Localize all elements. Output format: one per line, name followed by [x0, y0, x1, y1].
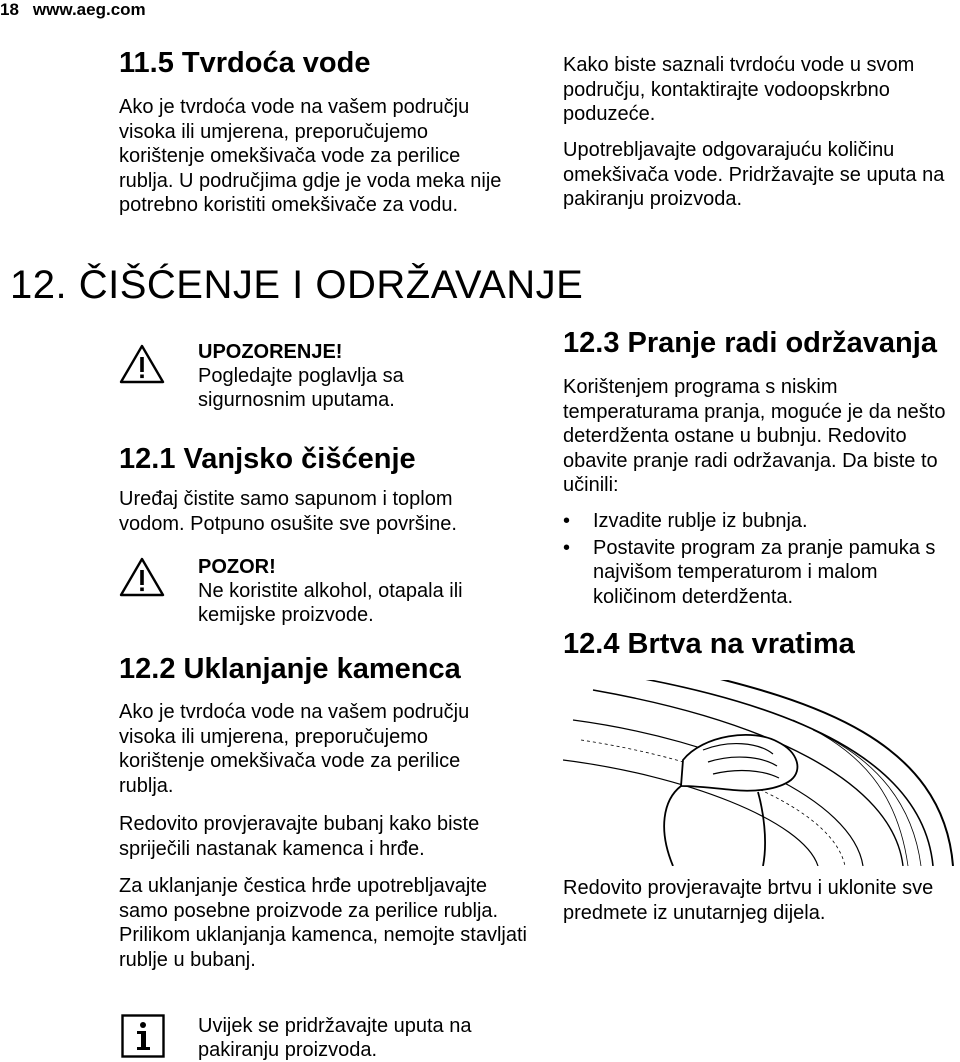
section-12-3-title: 12.3 Pranje radi održavanja — [563, 327, 937, 359]
section-11-5-para-3: Upotrebljavajte odgovarajuću količinu omekšivača vode. Pridržavajte se uputa na pakiranju proizvoda. — [563, 139, 945, 210]
section-12-3-bullet-list — [563, 509, 958, 611]
section-12-1-title: 12.1 Vanjsko čišćenje — [119, 443, 416, 475]
door-seal-illustration — [563, 680, 959, 866]
section-11-5-para-1: Ako je tvrdoća vode na vašem području visoka ili umjerena, preporučujemo korištenje omekšivača vode za perilice rublja. U područjima gdje je voda meka nije potrebno koristiti omekšivače za vodu. — [119, 96, 502, 216]
section-12-4-title: 12.4 Brtva na vratima — [563, 628, 855, 660]
info-icon — [121, 1014, 165, 1058]
section-12-2-title: 12.2 Uklanjanje kamenca — [119, 653, 461, 685]
caution-icon-wrap — [118, 556, 166, 598]
caution-box — [198, 555, 488, 627]
section-12-2-para-3: Za uklanjanje čestica hrđe upotrebljavajte samo posebne proizvode za perilice rublja. Prilikom uklanjanja kamenca, nemojte stavljati rublje u bubanj. — [119, 875, 527, 971]
caution-text: Ne koristite alkohol, otapala ili kemijske proizvode. — [198, 580, 463, 626]
section-12-4-para-1: Redovito provjeravajte brtvu i uklonite sve predmete iz unutarnjeg dijela. — [563, 877, 934, 924]
section-12-2-para-2: Redovito provjeravajte bubanj kako biste spriječili nastanak kamenca i hrđe. — [119, 813, 480, 860]
warning-triangle-icon — [118, 556, 166, 598]
info-icon-wrap — [121, 1014, 165, 1058]
warning-box — [198, 340, 498, 412]
section-12-1-para-1: Uređaj čistite samo sapunom i toplom vodom. Potpuno osušite sve površine. — [119, 488, 457, 535]
section-12-2-para-1: Ako je tvrdoća vode na vašem području visoka ili umjerena, preporučujemo korištenje omekšivača vode za perilice rublja. — [119, 701, 470, 797]
warning-icon-wrap — [118, 343, 166, 385]
section-11-5-title: 11.5 Tvrdoća vode — [119, 47, 371, 79]
info-text: Uvijek se pridržavajte uputa na pakiranju proizvoda. — [198, 1015, 472, 1061]
page-header — [0, 0, 146, 20]
page-number: 18 — [0, 0, 19, 19]
list-item: • Izvadite rublje iz bubnja. — [563, 509, 958, 534]
list-item: • Postavite program za pranje pamuka s najvišom temperaturom i malom količinom deterdženta. — [563, 536, 958, 610]
website-link[interactable]: www.aeg.com — [32, 0, 146, 19]
section-11-5-para-2: Kako biste saznali tvrdoću vode u svom području, kontaktirajte vodoopskrbno poduzeće. — [563, 54, 915, 125]
chapter-12-title: 12. ČIŠĆENJE I ODRŽAVANJE — [10, 263, 584, 307]
door-seal-drawing — [563, 680, 959, 866]
warning-title: UPOZORENJE! — [198, 341, 343, 363]
warning-text: Pogledajte poglavlja sa sigurnosnim uputama. — [198, 365, 404, 411]
section-12-3-para-1: Korištenjem programa s niskim temperaturama pranja, moguće je da nešto deterdženta ostane u bubnju. Redovito obavite pranje radi održavanja. Da biste to učinili: — [563, 376, 946, 496]
warning-triangle-icon — [118, 343, 166, 385]
caution-title: POZOR! — [198, 556, 276, 578]
